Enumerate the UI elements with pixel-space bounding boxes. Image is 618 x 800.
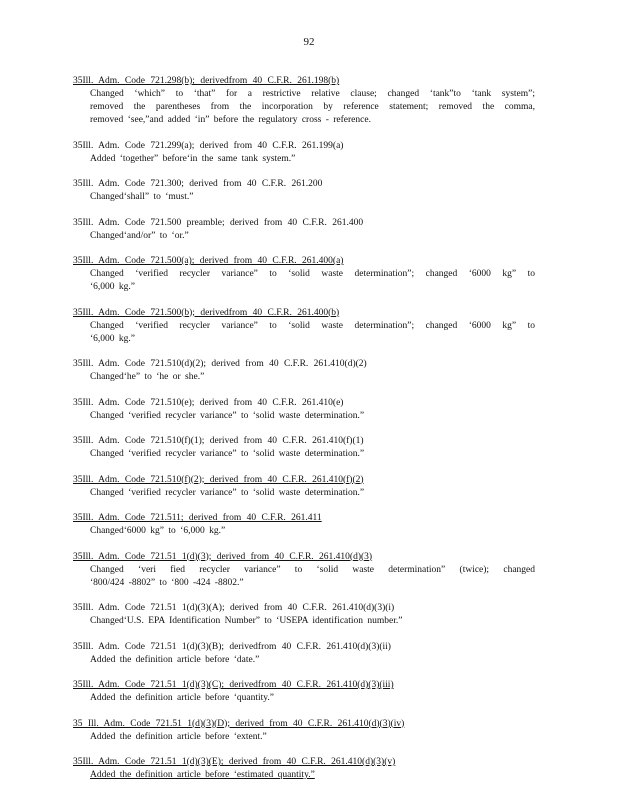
change-note-line: Added the definition article before ‘estimated quantity.” bbox=[90, 770, 315, 780]
change-note bbox=[73, 153, 535, 166]
change-note bbox=[73, 615, 535, 628]
amendment-entry bbox=[73, 469, 535, 500]
amendment-entry bbox=[73, 70, 535, 127]
amendment-entry bbox=[73, 250, 535, 294]
citation: 35Ill. Adm. Code 721.510(d)(2); derived from 40 C.F.R. 261.410(d)(2) bbox=[73, 359, 367, 369]
change-note-line: Changed‘he” to ‘he or she.” bbox=[90, 372, 205, 382]
amendment-entry bbox=[73, 135, 535, 166]
amendment-entry bbox=[73, 430, 535, 461]
change-note-line: Added ‘together” before‘in the same tank system.” bbox=[90, 153, 296, 164]
change-note-line: Changed ‘verified recycler variance” to ‘solid waste determination”; changed ‘6000 kg” to bbox=[90, 269, 535, 279]
change-note bbox=[73, 564, 535, 590]
change-note-line: ‘6,000 kg.” bbox=[90, 333, 136, 344]
change-note-line: ‘800/424 -8802” to ‘800 -424 -8802.” bbox=[90, 577, 244, 588]
change-note-line: removed the parentheses from the incorporation by reference statement; removed the comma, bbox=[90, 102, 535, 112]
amendment-entry bbox=[73, 353, 535, 384]
amendment-entry bbox=[73, 173, 535, 204]
change-note-line: Added the definition article before ‘extent.” bbox=[90, 731, 267, 742]
change-note-line: Changed‘U.S. EPA Identification Number” to ‘USEPA identification number.” bbox=[90, 616, 403, 626]
citation: 35Ill. Adm. Code 721.510(e); derived from 40 C.F.R. 261.410(e) bbox=[73, 397, 344, 408]
change-note-line: removed ‘see,”and added ‘in” before the regulatory cross - reference. bbox=[90, 115, 371, 125]
page-number: 92 bbox=[303, 36, 315, 48]
amendment-entry bbox=[73, 392, 535, 423]
change-note-line: Added the definition article before ‘quantity.” bbox=[90, 693, 275, 703]
amendment-entry bbox=[73, 636, 535, 667]
change-note bbox=[73, 487, 535, 500]
citation: 35Ill. Adm. Code 721.500(b); derivedfrom 40 C.F.R. 261.400(b) bbox=[73, 307, 340, 318]
citation: 35Ill. Adm. Code 721.511; derived from 40 C.F.R. 261.411 bbox=[73, 513, 322, 523]
citation: 35Ill. Adm. Code 721.300; derived from 40 C.F.R. 261.200 bbox=[73, 179, 323, 189]
amendment-entry bbox=[73, 507, 535, 538]
change-note-line: Changed ‘which” to ‘that” for a restrictive relative clause; changed ‘tank”to ‘tank system”; bbox=[90, 89, 535, 99]
citation: 35Ill. Adm. Code 721.298(b); derivedfrom 40 C.F.R. 261.198(b) bbox=[73, 76, 340, 86]
change-note bbox=[73, 731, 535, 744]
change-note bbox=[73, 320, 535, 346]
citation: 35Ill. Adm. Code 721.510(f)(1); derived from 40 C.F.R. 261.410(f)(1) bbox=[73, 436, 364, 446]
change-note-line: Changed ‘verified recycler variance” to ‘solid waste determination.” bbox=[90, 449, 365, 459]
amendment-entry bbox=[73, 302, 535, 346]
change-note bbox=[73, 191, 535, 204]
change-note-line: Changed‘and/or” to ‘or.” bbox=[90, 230, 189, 241]
citation: 35Ill. Adm. Code 721.500(a); derived from 40 C.F.R. 261.400(a) bbox=[73, 256, 344, 266]
amendment-entry bbox=[73, 751, 535, 782]
change-note bbox=[73, 230, 535, 243]
citation: 35Ill. Adm. Code 721.51 1(d)(3)(E); derived from 40 C.F.R. 261.410(d)(3)(v) bbox=[73, 757, 396, 767]
amendment-entry bbox=[73, 674, 535, 705]
change-note-line: ‘6,000 kg.” bbox=[90, 282, 136, 292]
change-note-line: Changed ‘verified recycler variance” to ‘solid waste determination”; changed ‘6000 kg” to bbox=[90, 320, 535, 331]
citation: 35Ill. Adm. Code 721.500 preamble; derived from 40 C.F.R. 261.400 bbox=[73, 217, 364, 228]
change-note bbox=[73, 268, 535, 294]
change-note bbox=[73, 769, 535, 782]
change-note-line: Changed ‘veri fied recycler variance” to ‘solid waste determination” (twice); changed bbox=[90, 564, 535, 575]
amendment-entry bbox=[73, 713, 535, 744]
change-note bbox=[73, 88, 535, 127]
change-note bbox=[73, 448, 535, 461]
change-note bbox=[73, 410, 535, 423]
change-note-line: Changed ‘verified recycler variance” to ‘solid waste determination.” bbox=[90, 487, 365, 498]
citation: 35Ill. Adm. Code 721.51 1(d)(3)(B); derivedfrom 40 C.F.R. 261.410(d)(3)(ii) bbox=[73, 641, 391, 652]
change-note bbox=[73, 371, 535, 384]
citation: 35Ill. Adm. Code 721.51 1(d)(3); derived from 40 C.F.R. 261.410(d)(3) bbox=[73, 551, 373, 562]
change-note bbox=[73, 654, 535, 667]
amendment-entry bbox=[73, 212, 535, 243]
amendment-list bbox=[73, 70, 535, 790]
citation: 35Ill. Adm. Code 721.299(a); derived from 40 C.F.R. 261.199(a) bbox=[73, 140, 344, 151]
change-note-line: Changed‘shall” to ‘must.” bbox=[90, 192, 194, 202]
amendment-entry bbox=[73, 546, 535, 590]
change-note bbox=[73, 525, 535, 538]
change-note-line: Changed‘6000 kg” to ‘6,000 kg.” bbox=[90, 526, 226, 536]
citation: 35Ill. Adm. Code 721.51 1(d)(3)(C); derivedfrom 40 C.F.R. 261.410(d)(3)(iii) bbox=[73, 680, 394, 690]
citation: 35Ill. Adm. Code 721.510(f)(2); derived from 40 C.F.R. 261.410(f)(2) bbox=[73, 474, 364, 485]
citation: 35Ill. Adm. Code 721.51 1(d)(3)(A); derived from 40 C.F.R. 261.410(d)(3)(i) bbox=[73, 603, 395, 613]
citation: 35 Ill. Adm. Code 721.51 1(d)(3)(D); derived from 40 C.F.R. 261.410(d)(3)(iv) bbox=[73, 718, 405, 729]
change-note bbox=[73, 692, 535, 705]
amendment-entry bbox=[73, 597, 535, 628]
change-note-line: Changed ‘verified recycler variance” to ‘solid waste determination.” bbox=[90, 410, 365, 421]
change-note-line: Added the definition article before ‘date.” bbox=[90, 654, 260, 665]
